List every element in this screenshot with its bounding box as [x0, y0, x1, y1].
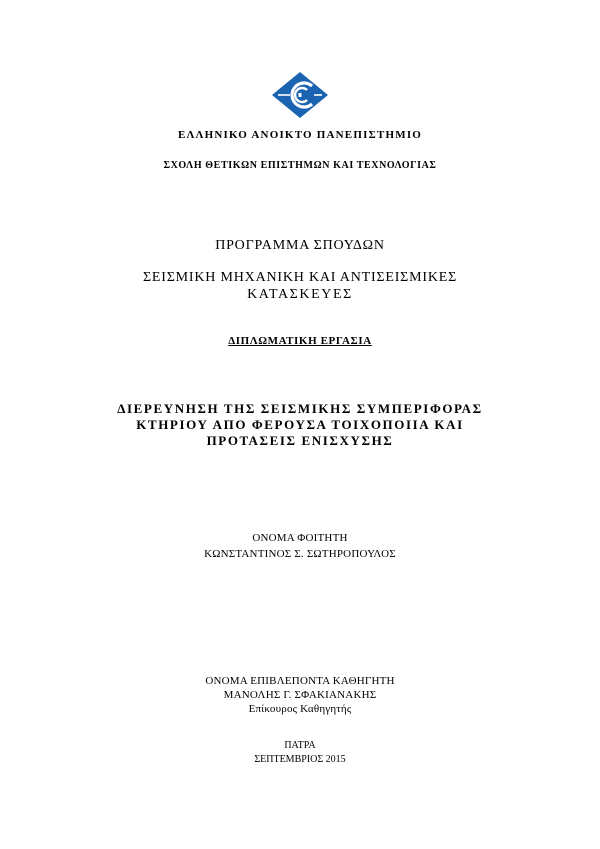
student-name: ΚΩΝΣΤΑΝΤΙΝΟΣ Σ. ΣΩΤΗΡΟΠΟΥΛΟΣ — [204, 548, 396, 560]
city: ΠΑΤΡΑ — [284, 740, 316, 751]
student-label: ΟΝΟΜΑ ΦΟΙΤΗΤΗ — [252, 532, 348, 544]
thesis-title-line-2: ΚΤΗΡΙΟΥ ΑΠΟ ΦΕΡΟΥΣΑ ΤΟΙΧΟΠΟΙΙΑ ΚΑΙ — [136, 417, 464, 432]
university-emblem-icon — [270, 71, 330, 119]
thesis-type-heading: ΔΙΠΛΩΜΑΤΙΚΗ ΕΡΓΑΣΙΑ — [228, 335, 372, 347]
program-label: ΠΡΟΓΡΑΜΜΑ ΣΠΟΥΔΩΝ — [215, 238, 385, 253]
school-name: ΣΧΟΛΗ ΘΕΤΙΚΩΝ ΕΠΙΣΤΗΜΩΝ ΚΑΙ ΤΕΧΝΟΛΟΓΙΑΣ — [163, 160, 437, 171]
thesis-title-line-3: ΠΡΟΤΑΣΕΙΣ ΕΝΙΣΧΥΣΗΣ — [206, 433, 394, 448]
program-name-line-1: ΣΕΙΣΜΙΚΗ ΜΗΧΑΝΙΚΗ ΚΑΙ ΑΝΤΙΣΕΙΣΜΙΚΕΣ — [142, 270, 458, 285]
thesis-title-line-1: ΔΙΕΡΕΥΝΗΣΗ ΤΗΣ ΣΕΙΣΜΙΚΗΣ ΣΥΜΠΕΡΙΦΟΡΑΣ — [117, 401, 483, 416]
program-name-line-2: ΚΑΤΑΣΚΕΥΕΣ — [247, 287, 353, 302]
supervisor-label: ΟΝΟΜΑ ΕΠΙΒΛΕΠΟΝΤΑ ΚΑΘΗΓΗΤΗ — [205, 675, 395, 687]
university-name: ΕΛΛΗΝΙΚΟ ΑΝΟΙΚΤΟ ΠΑΝΕΠΙΣΤΗΜΙΟ — [177, 129, 423, 141]
supervisor-name: ΜΑΝΟΛΗΣ Γ. ΣΦΑΚΙΑΝΑΚΗΣ — [223, 689, 377, 701]
date: ΣΕΠΤΕΜΒΡΙΟΣ 2015 — [254, 754, 346, 765]
supervisor-role: Επίκουρος Καθηγητής — [248, 703, 352, 715]
